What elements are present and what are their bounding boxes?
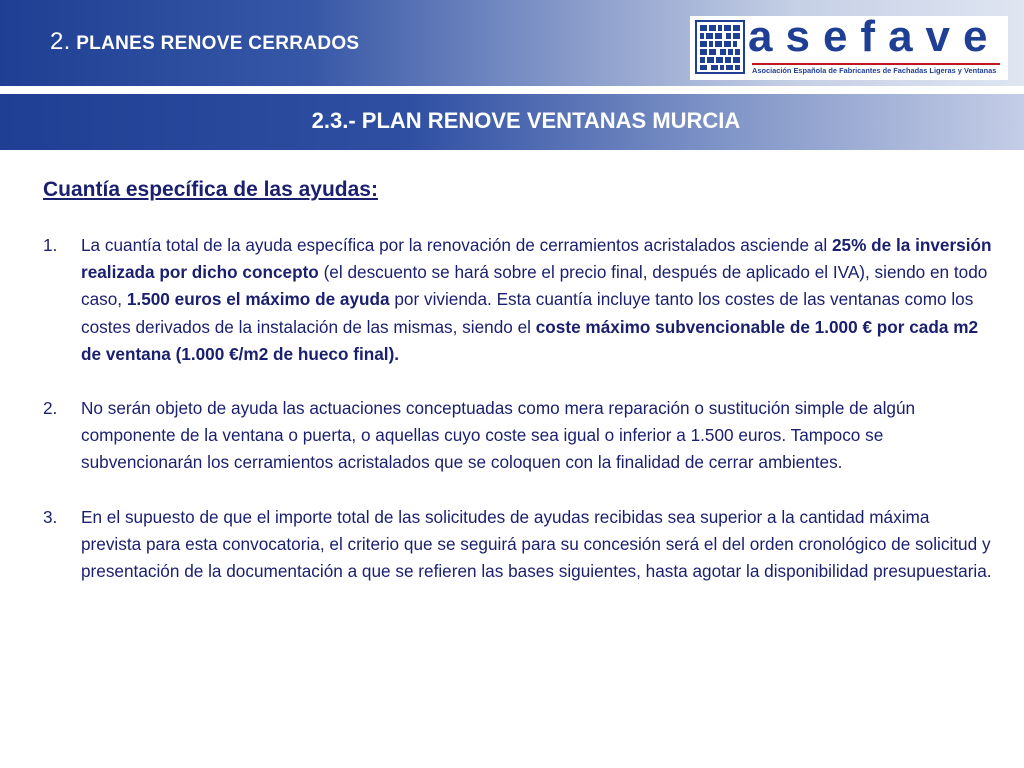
content-heading: Cuantía específica de las ayudas: [43,178,378,201]
list-item-text: (el descuento se hará sobre el precio final, después de aplicado el IVA), siendo en todo caso, [81,262,988,310]
logo-wordmark: asefave [748,12,1001,61]
section-number: 2. [50,28,71,55]
logo-tagline: Asociación Española de Fabricantes de Fachadas Ligeras y Ventanas [752,66,997,75]
subtitle-band [0,94,1024,150]
logo-divider [752,63,1000,65]
logo-grid-icon [695,20,745,74]
list-item-number: 1. [43,235,58,255]
subtitle: 2.3.- PLAN RENOVE VENTANAS MURCIA [311,108,741,133]
list-item [43,395,993,477]
asefave-logo [690,12,1008,80]
list-item-text: No serán objeto de ayuda las actuaciones conceptuadas como mera reparación o sustitución simple de algún componente de la ventana o puerta, o aquellas cuyo coste sea igual o inferior a 1.500 euros. Tampoco se subvencionarán los cerramientos acristalados que se coloquen con la finalidad de cerrar ambientes. [81,398,916,473]
section-title [50,28,359,56]
highlight-max-aid: 1.500 euros el máximo de ayuda [126,289,390,310]
list-item-text: La cuantía total de la ayuda específica por la renovación de cerramientos acristalados asciende al [81,235,832,255]
list-item-text: por vivienda. Esta cuantía incluye tanto los costes de las ventanas como los costes derivados de la instalación de las mismas, siendo el [81,289,974,337]
list-item [43,232,993,368]
section-title-text: PLANES RENOVE CERRADOS [70,33,360,54]
list-item [43,504,993,586]
list-item-number: 2. [43,398,58,419]
content [43,178,993,612]
highlight-max-cost: coste máximo subvencionable de 1.000 € por cada m2 de ventana (1.000 €/m2 de hueco final). [81,316,979,364]
list-item-number: 3. [43,506,58,527]
header-band [0,0,1024,86]
list-item-text: En el supuesto de que el importe total de las solicitudes de ayudas recibidas sea superior a la cantidad máxima prevista para esta convocatoria, el criterio que se seguirá para su concesión será el del orden cronológico de solicitud y presentación de la documentación a que se refieren las bases siguientes, hasta agotar la disponibilidad presupuestaria. [81,506,992,582]
highlight-percentage: 25% de la inversión realizada por dicho concepto [81,235,992,283]
